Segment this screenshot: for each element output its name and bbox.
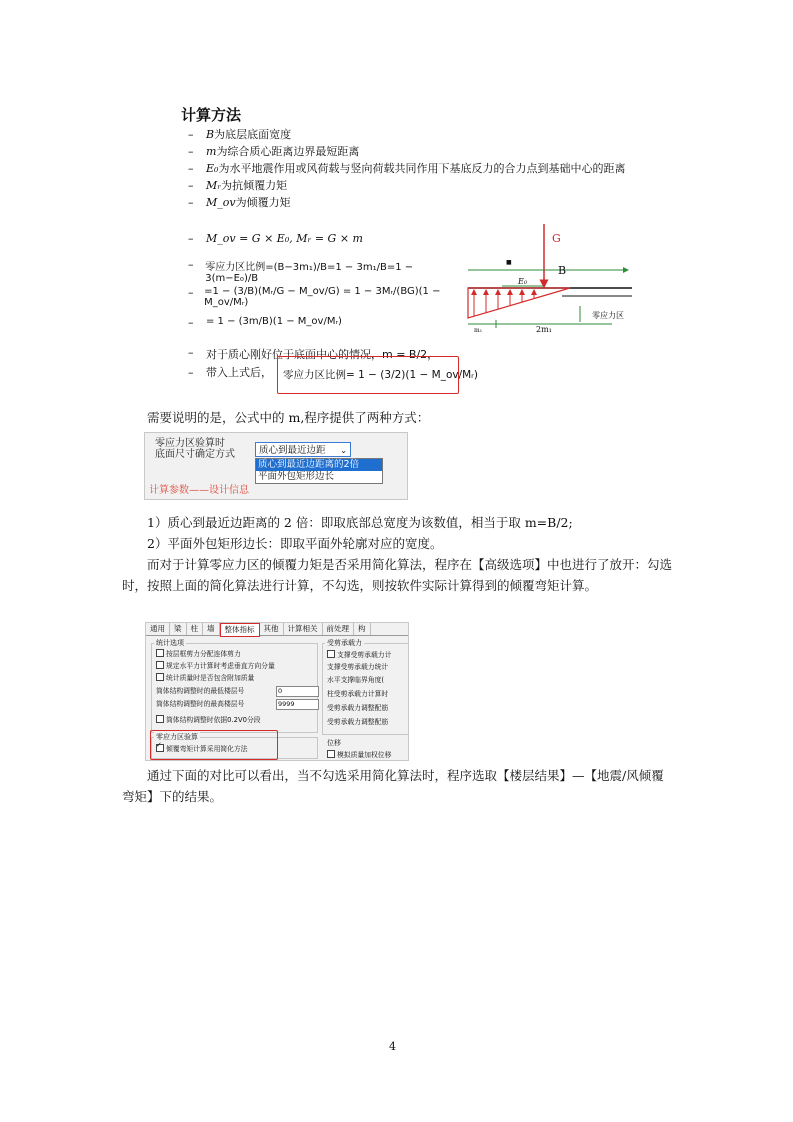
- formula-line: – 零应力区比例=(B−3m₁)/B=1 − 3m₁/B=1 − 3(m−E₀)/B: [188, 258, 414, 284]
- paragraph-4: 而对于计算零应力区的倾覆力矩是否采用简化算法，程序在【高级选项】中也进行了放开：勾选时，按照上面的简化算法进行计算，不勾选，则按软件实际计算得到的倾覆弯矩计算。: [122, 557, 673, 593]
- group-title: 位移: [327, 739, 341, 747]
- option-row: 柱受剪承载力计算时: [327, 690, 389, 698]
- checkbox-row[interactable]: 规定水平力计算时考虑垂直方向分量: [156, 661, 275, 671]
- checkbox[interactable]: [156, 673, 164, 681]
- tab-more[interactable]: 构: [354, 623, 371, 635]
- label-b: B: [558, 264, 567, 277]
- stress-triangle: [468, 288, 570, 318]
- checkbox[interactable]: [156, 661, 164, 669]
- option-row: 支撑受剪承载力统计: [327, 663, 389, 671]
- list-item: – Mᵣ为抗倾覆力矩: [188, 179, 288, 192]
- checkbox-row[interactable]: 支撑受剪承载力计: [327, 650, 391, 660]
- tab-overall-indicators[interactable]: 整体指标: [220, 623, 260, 637]
- group-title: 统计选项: [156, 639, 184, 647]
- marker-dot: ■: [506, 259, 512, 266]
- option-row: 受剪承载力调整配筋: [327, 718, 389, 726]
- list-item: – B为底层底面宽度: [188, 128, 292, 141]
- dropdown-option[interactable]: 质心到最近边距离的2倍: [256, 459, 382, 471]
- checkbox-row[interactable]: ✓倾覆弯矩计算采用简化方法: [156, 744, 248, 754]
- conclusion-formula: 零应力区比例= 1 − (3/2)(1 − M_ov/Mᵣ): [283, 369, 478, 381]
- formula-line: – M_ov = G × E₀, Mᵣ = G × m: [188, 232, 363, 245]
- list-item: – m为综合质心距离边界最短距离: [188, 145, 360, 158]
- checkbox-row[interactable]: 筒体结构调整时依据0.2V0分段: [156, 715, 261, 725]
- tab-calculation[interactable]: 计算相关: [284, 623, 323, 635]
- paragraph-5: 通过下面的对比可以看出，当不勾选采用简化算法时，程序选取【楼层结果】—【地震/风倾覆弯矩】下的结果。: [122, 768, 664, 804]
- option-row: 受剪承载力调整配筋: [327, 704, 389, 712]
- field-label: 筒体结构调整时的最低楼层号: [156, 687, 245, 695]
- group-title: 受剪承载力: [327, 639, 362, 647]
- dropdown-label: 零应力区验算时 底面尺寸确定方式: [155, 438, 235, 460]
- highlight-box: [150, 730, 278, 760]
- tab-other[interactable]: 其他: [260, 623, 284, 635]
- tab-column[interactable]: 柱: [187, 623, 204, 635]
- panel-caption: 计算参数——设计信息: [149, 485, 249, 496]
- checkbox[interactable]: [156, 715, 164, 723]
- label-zero-zone: 零应力区: [592, 311, 624, 320]
- paragraph-1: 需要说明的是，公式中的 m,程序提供了两种方式：: [147, 410, 430, 425]
- label-e0: E₀: [518, 277, 528, 286]
- tab-bar: [146, 623, 408, 636]
- tab-wall[interactable]: 墙: [203, 623, 220, 635]
- max-floor-input[interactable]: 9999: [276, 699, 319, 710]
- stress-arrows: [474, 292, 534, 316]
- label-m1: m₁: [474, 327, 483, 334]
- formula-line: – =1 − (3/B)(Mᵣ/G − M_ov/G) = 1 − 3Mᵣ/(BG)(1 − M_ov/Mᵣ): [188, 286, 441, 308]
- checkbox[interactable]: [327, 750, 335, 758]
- field-label: 筒体结构调整时的最高楼层号: [156, 700, 245, 708]
- page-number: 4: [389, 1040, 396, 1053]
- size-method-select[interactable]: 质心到最近边距 ⌄: [255, 442, 351, 457]
- dropdown-screenshot: [144, 432, 408, 500]
- min-floor-input[interactable]: 0: [276, 686, 319, 697]
- formula-line: – = 1 − (3m/B)(1 − M_ov/Mᵣ): [188, 316, 342, 329]
- checkbox-row[interactable]: 按层框剪力分配连体剪力: [156, 649, 241, 659]
- paragraph-3: 2）平面外包矩形边长：即取平面外轮廓对应的宽度。: [147, 536, 443, 551]
- label-g: G: [552, 232, 561, 245]
- checkbox-row[interactable]: 模拟质量加权位移: [327, 750, 391, 760]
- conclusion-line: – 带入上式后，: [188, 365, 272, 379]
- paragraph-2: 1）质心到最近边距离的 2 倍：即取底部总宽度为该数值，相当于取 m=B/2;: [147, 515, 573, 530]
- conclusion-prefix: 带入上式后，: [206, 366, 272, 379]
- dropdown-options: [255, 458, 383, 484]
- formula-list: [188, 232, 458, 370]
- checkbox[interactable]: [156, 649, 164, 657]
- section-title: 计算方法: [181, 106, 242, 124]
- checkbox-row[interactable]: 统计质量时是否包含附加质量: [156, 673, 254, 683]
- formula-line: – 对于质心刚好位于底面中心的情况，m = B/2，: [188, 346, 439, 361]
- definition-list: [188, 126, 658, 211]
- tab-beam[interactable]: 梁: [170, 623, 187, 635]
- settings-panel-screenshot: [145, 622, 409, 761]
- dropdown-option[interactable]: 平面外包矩形边长: [258, 471, 335, 482]
- label-2m1: 2m₁: [536, 325, 552, 334]
- tab-preprocess[interactable]: 前处理: [323, 623, 355, 635]
- chevron-down-icon: ⌄: [340, 446, 347, 455]
- group-title: 零应力区验算: [156, 733, 198, 741]
- option-row: 水平支撑临界角度(: [327, 676, 385, 684]
- list-item: – M_ov为倾覆力矩: [188, 196, 291, 209]
- zero-stress-diagram: [462, 222, 642, 334]
- checkbox[interactable]: [327, 650, 335, 658]
- list-item: – E₀为水平地震作用或风荷载与竖向荷载共同作用下基底反力的合力点到基础中心的距离: [188, 162, 626, 175]
- tab-general[interactable]: 通用: [146, 623, 170, 635]
